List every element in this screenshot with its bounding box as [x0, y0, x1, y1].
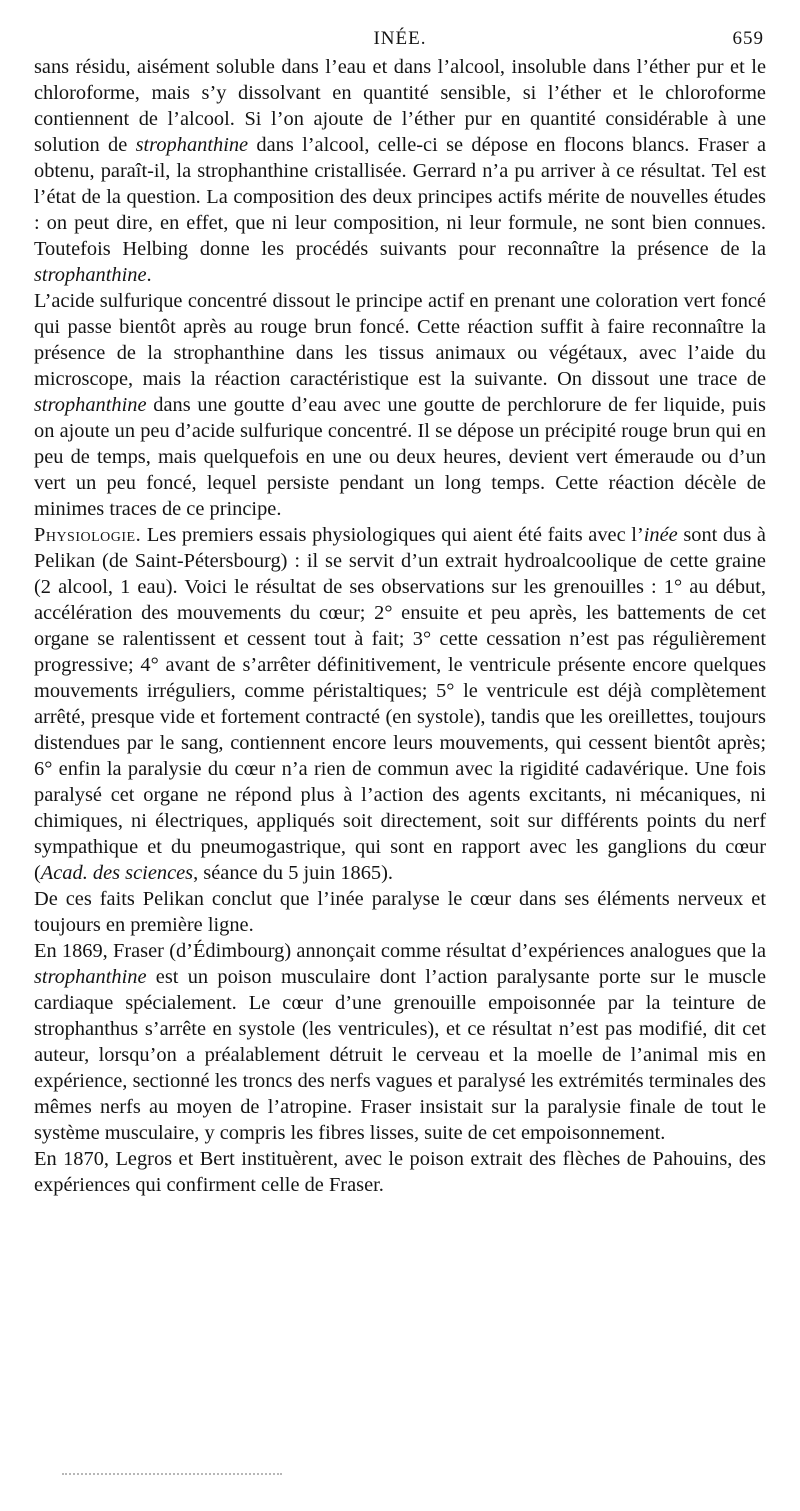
text-run: . — [146, 264, 152, 286]
footer-scan-marks — [62, 1473, 282, 1478]
italic-term: strophanthine — [34, 264, 147, 286]
text-run: L’acide sulfurique concentré dissout le principe actif en prenant une coloration vert foncé qui passe bientôt après au rouge brun foncé. Cette réaction suffit à faire reconnaître la présence de la strophanthine dans les tissus animaux ou végétaux, avec l’aide du microscope, mais la réaction caractéristique est la suivante. On dissout une trace de — [34, 290, 766, 390]
paragraph — [34, 1146, 766, 1198]
paragraph — [34, 54, 766, 288]
running-header — [34, 28, 766, 54]
text-run: sans résidu, aisément soluble dans l’eau et dans l’alcool, insoluble dans l’éther pur et le chloroforme, mais s’y dissolvant en quantité sensible, si l’éther et le chloroforme contiennent de l’alcool. Si l’on ajoute de l’éther pur en quantité considérable à une solution de — [34, 56, 766, 156]
body-text — [34, 54, 766, 1198]
section-heading: Physiologie. — [34, 524, 142, 546]
text-run: dans l’alcool, celle-ci se dépose en flocons blancs. Fraser a obtenu, paraît-il, la strophanthine cristallisée. Gerrard n’a pu arriver à ce résultat. Tel est l’état de la question. La composition des deux principes actifs mérite de nouvelles études : on peut dire, en effet, que ni leur composition, ni leur formule, ne sont bien connues. Toutefois Helbing donne les procédés suivants pour reconnaître la présence de la — [34, 134, 766, 260]
running-title: INÉE. — [373, 28, 427, 49]
book-page — [34, 28, 766, 1198]
italic-term: inée — [643, 524, 678, 546]
text-run: De ces faits Pelikan conclut que l’inée paralyse le cœur dans ses éléments nerveux et toujours en première ligne. — [34, 888, 766, 936]
italic-citation: Acad. des sciences — [40, 862, 194, 884]
paragraph — [34, 522, 766, 886]
page-number: 659 — [732, 28, 764, 49]
paragraph — [34, 288, 766, 522]
italic-term: strophanthine — [135, 134, 249, 156]
italic-term: strophanthine — [34, 394, 147, 416]
text-run: sont dus à Pelikan (de Saint-Pétersbourg) : il se servit d’un extrait hydroalcoolique de cette graine (2 alcool, 1 eau). Voici le résultat de ses observations sur les grenouilles : 1° au début, accélération des mouvements du cœur; 2° ensuite et peu après, les battements de cet organe se ralentissent et cessent tout à fait; 3° cette cessation n’est pas régulièrement progressive; 4° avant de s’arrêter définitivement, le ventricule présente encore quelques mouvements irréguliers, comme péristaltiques; 5° le ventricule est déjà complètement arrêté, presque vide et fortement contracté (en systole), tandis que les oreillettes, toujours distendues par le sang, contiennent encore leurs mouvements, qui cessent bientôt après; 6° enfin la paralysie du cœur n’a rien de commun avec la rigidité cadavérique. Une fois paralysé cet organe ne répond plus à l’action des agents excitants, ni mécaniques, ni chimiques, ni électriques, appliqués soit directement, soit sur différents points du nerf sympathique et du pneumogastrique, qui sont en rapport avec les ganglions du cœur ( — [34, 524, 766, 884]
text-run: dans une goutte d’eau avec une goutte de perchlorure de fer liquide, puis on ajoute un peu d’acide sulfurique concentré. Il se dépose un précipité rouge brun qui en peu de temps, mais quelquefois en une ou deux heures, devient vert émeraude ou d’un vert un peu foncé, lequel persiste pendant un long temps. Cette réaction décèle de minimes traces de ce principe. — [34, 394, 766, 520]
text-run: est un poison musculaire dont l’action paralysante porte sur le muscle cardiaque spécialement. Le cœur d’une grenouille empoisonnée par la teinture de strophanthus s’arrête en systole (les ventricules), et ce résultat n’est pas modifié, dit cet auteur, lorsqu’on a préalablement détruit le cerveau et la moelle de l’animal mis en expérience, sectionné les troncs des nerfs vagues et paralysé les extrémités terminales des mêmes nerfs au moyen de l’atropine. Fraser insistait sur la paralysie finale de tout le système musculaire, y compris les fibres lisses, suite de cet empoisonnement. — [34, 966, 766, 1144]
italic-term: strophanthine — [34, 966, 147, 988]
paragraph — [34, 938, 766, 1146]
text-run: En 1870, Legros et Bert instituèrent, avec le poison extrait des flèches de Pahouins, des expériences qui confirment celle de Fraser. — [34, 1148, 766, 1196]
text-run: En 1869, Fraser (d’Édimbourg) annonçait comme résultat d’expériences analogues que la — [34, 940, 766, 962]
text-run: , séance du 5 juin 1865). — [193, 862, 394, 884]
text-run: Les premiers essais physiologiques qui aient été faits avec l’ — [141, 524, 644, 546]
paragraph — [34, 886, 766, 938]
